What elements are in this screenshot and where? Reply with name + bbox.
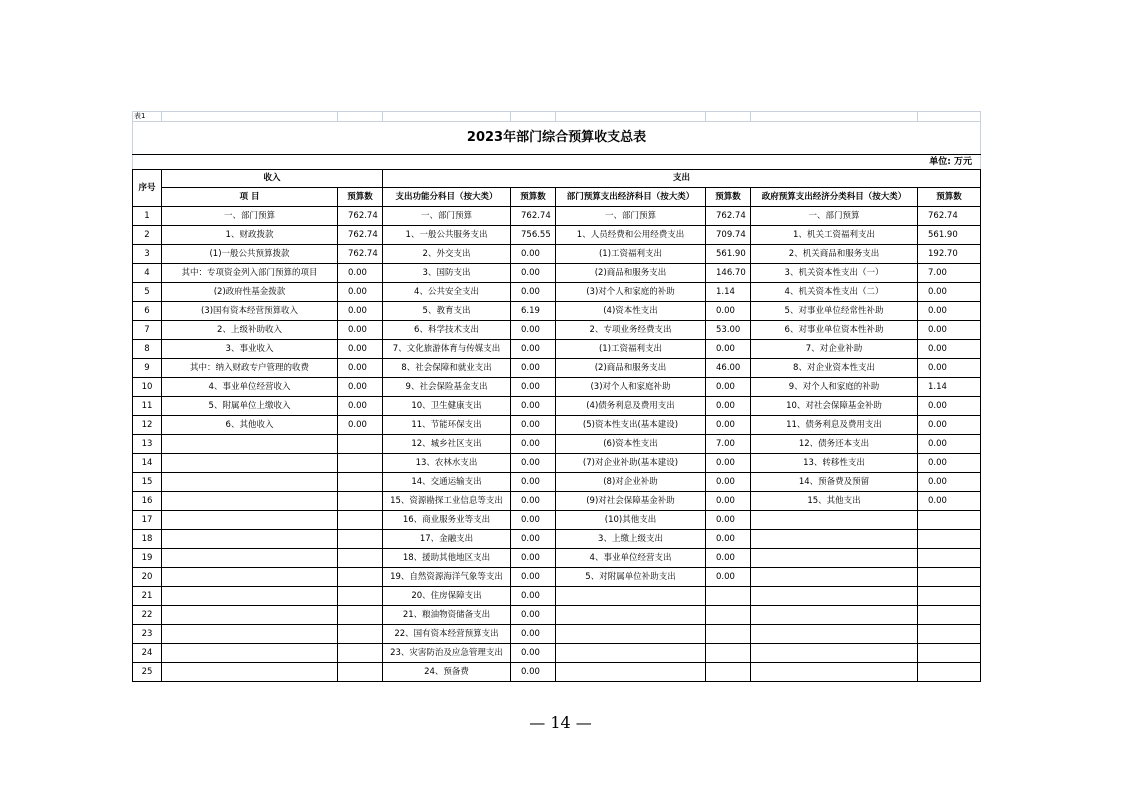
- cell-seq: 17: [133, 511, 162, 530]
- cell-gov-item: 9、对个人和家庭的补助: [751, 378, 918, 397]
- cell-income-item: (1)一般公共预算拨款: [162, 245, 338, 264]
- table-row: [133, 378, 981, 397]
- table-row: [133, 302, 981, 321]
- cell-dept-item: (9)对社会保障基金补助: [556, 492, 706, 511]
- table-label: 表1: [133, 112, 162, 122]
- cell-gov-item: 12、债务还本支出: [751, 435, 918, 454]
- budget-sheet: [132, 111, 980, 682]
- cell-income-budget: 0.00: [338, 283, 383, 302]
- cell-dept-budget: 0.00: [706, 568, 751, 587]
- cell-income-item: 4、事业单位经营收入: [162, 378, 338, 397]
- cell-func-budget: 0.00: [511, 435, 556, 454]
- cell-dept-item: (4)债务利息及费用支出: [556, 397, 706, 416]
- cell-seq: 6: [133, 302, 162, 321]
- cell-dept-budget: 0.00: [706, 492, 751, 511]
- cell-dept-budget: 1.14: [706, 283, 751, 302]
- page-number: — 14 —: [529, 713, 592, 732]
- cell-func-item: 18、援助其他地区支出: [383, 549, 511, 568]
- cell-seq: 21: [133, 587, 162, 606]
- cell-func-budget: 0.00: [511, 473, 556, 492]
- cell-income-item: [162, 454, 338, 473]
- cell-dept-budget: [706, 625, 751, 644]
- cell-dept-item: 1、人员经费和公用经费支出: [556, 226, 706, 245]
- cell-dept-item: (6)资本性支出: [556, 435, 706, 454]
- cell-dept-budget: 0.00: [706, 378, 751, 397]
- cell-gov-item: [751, 530, 918, 549]
- cell-func-item: 19、自然资源海洋气象等支出: [383, 568, 511, 587]
- cell-gov-budget: 0.00: [918, 454, 981, 473]
- cell-dept-item: [556, 644, 706, 663]
- cell-gov-budget: 561.90: [918, 226, 981, 245]
- cell-income-budget: [338, 663, 383, 682]
- cell-dept-budget: 0.00: [706, 530, 751, 549]
- cell-dept-item: [556, 663, 706, 682]
- header-gov-category: 政府预算支出经济分类科目（按大类）: [751, 188, 918, 207]
- cell-func-budget: 0.00: [511, 492, 556, 511]
- cell-gov-budget: [918, 644, 981, 663]
- cell-dept-item: [556, 625, 706, 644]
- cell-gov-item: [751, 511, 918, 530]
- cell-income-item: (2)政府性基金拨款: [162, 283, 338, 302]
- cell-gov-item: 11、债务利息及费用支出: [751, 416, 918, 435]
- cell-income-budget: 0.00: [338, 359, 383, 378]
- cell-income-item: 其中：纳入财政专户管理的收费: [162, 359, 338, 378]
- cell-dept-item: (10)其他支出: [556, 511, 706, 530]
- header-income: 收入: [162, 170, 383, 188]
- table-row: [133, 416, 981, 435]
- cell-income-budget: [338, 530, 383, 549]
- cell-gov-budget: 0.00: [918, 340, 981, 359]
- cell-dept-budget: 0.00: [706, 549, 751, 568]
- table-row: [133, 340, 981, 359]
- cell-func-budget: 762.74: [511, 207, 556, 226]
- cell-dept-budget: 0.00: [706, 416, 751, 435]
- cell-func-item: 5、教育支出: [383, 302, 511, 321]
- cell-func-budget: 0.00: [511, 454, 556, 473]
- cell-income-item: [162, 663, 338, 682]
- cell-gov-item: 7、对企业补助: [751, 340, 918, 359]
- cell-income-item: 3、事业收入: [162, 340, 338, 359]
- table-row: [133, 511, 981, 530]
- cell-dept-budget: [706, 663, 751, 682]
- table-row: [133, 283, 981, 302]
- cell-func-item: 3、国防支出: [383, 264, 511, 283]
- cell-dept-item: (7)对企业补助(基本建设): [556, 454, 706, 473]
- cell-dept-budget: [706, 606, 751, 625]
- cell-dept-budget: 762.74: [706, 207, 751, 226]
- cell-dept-item: 4、事业单位经营支出: [556, 549, 706, 568]
- cell-gov-budget: [918, 663, 981, 682]
- cell-gov-item: [751, 587, 918, 606]
- cell-gov-item: 10、对社会保障基金补助: [751, 397, 918, 416]
- cell-seq: 10: [133, 378, 162, 397]
- cell-gov-budget: 1.14: [918, 378, 981, 397]
- cell-income-item: 6、其他收入: [162, 416, 338, 435]
- cell-gov-item: [751, 606, 918, 625]
- cell-func-item: 17、金融支出: [383, 530, 511, 549]
- table-row: [133, 549, 981, 568]
- table-row: [133, 454, 981, 473]
- cell-income-budget: 0.00: [338, 397, 383, 416]
- cell-func-budget: 0.00: [511, 340, 556, 359]
- table-row: [133, 625, 981, 644]
- cell-func-item: 12、城乡社区支出: [383, 435, 511, 454]
- table-row: [133, 207, 981, 226]
- cell-seq: 12: [133, 416, 162, 435]
- cell-income-item: [162, 644, 338, 663]
- cell-func-item: 16、商业服务业等支出: [383, 511, 511, 530]
- cell-func-budget: 0.00: [511, 644, 556, 663]
- cell-gov-budget: 0.00: [918, 473, 981, 492]
- cell-func-budget: 0.00: [511, 245, 556, 264]
- cell-income-item: [162, 587, 338, 606]
- cell-income-budget: 0.00: [338, 378, 383, 397]
- cell-seq: 24: [133, 644, 162, 663]
- cell-income-budget: [338, 568, 383, 587]
- cell-income-item: [162, 492, 338, 511]
- table-row: [133, 473, 981, 492]
- cell-gov-budget: 0.00: [918, 435, 981, 454]
- cell-dept-budget: 0.00: [706, 340, 751, 359]
- cell-dept-item: [556, 606, 706, 625]
- cell-income-item: 其中：专项资金列入部门预算的项目: [162, 264, 338, 283]
- cell-func-budget: 0.00: [511, 378, 556, 397]
- header-budget-func: 预算数: [511, 188, 556, 207]
- cell-income-item: [162, 568, 338, 587]
- cell-gov-budget: [918, 587, 981, 606]
- cell-gov-budget: [918, 568, 981, 587]
- cell-seq: 14: [133, 454, 162, 473]
- cell-seq: 7: [133, 321, 162, 340]
- cell-func-item: 21、粮油物资储备支出: [383, 606, 511, 625]
- cell-gov-budget: 762.74: [918, 207, 981, 226]
- table-row: [133, 530, 981, 549]
- cell-income-item: [162, 606, 338, 625]
- header-func-category: 支出功能分科目（按大类）: [383, 188, 511, 207]
- cell-gov-item: 2、机关商品和服务支出: [751, 245, 918, 264]
- cell-dept-budget: 0.00: [706, 511, 751, 530]
- cell-func-budget: 0.00: [511, 511, 556, 530]
- cell-dept-item: 2、专项业务经费支出: [556, 321, 706, 340]
- cell-dept-budget: 561.90: [706, 245, 751, 264]
- cell-func-item: 9、社会保险基金支出: [383, 378, 511, 397]
- cell-func-item: 2、外交支出: [383, 245, 511, 264]
- cell-func-item: 7、文化旅游体育与传媒支出: [383, 340, 511, 359]
- header-budget-gov: 预算数: [918, 188, 981, 207]
- cell-income-budget: 762.74: [338, 226, 383, 245]
- table-row: [133, 397, 981, 416]
- cell-func-item: 13、农林水支出: [383, 454, 511, 473]
- cell-gov-item: [751, 644, 918, 663]
- cell-dept-item: (3)对个人和家庭的补助: [556, 283, 706, 302]
- cell-gov-budget: 0.00: [918, 321, 981, 340]
- cell-gov-budget: 0.00: [918, 492, 981, 511]
- table-row: [133, 245, 981, 264]
- cell-income-item: [162, 549, 338, 568]
- cell-income-budget: [338, 625, 383, 644]
- table-row: [133, 435, 981, 454]
- cell-func-item: 一、部门预算: [383, 207, 511, 226]
- table-row: [133, 663, 981, 682]
- cell-gov-item: 13、转移性支出: [751, 454, 918, 473]
- cell-income-item: 1、财政拨款: [162, 226, 338, 245]
- cell-income-budget: [338, 587, 383, 606]
- cell-income-budget: 0.00: [338, 340, 383, 359]
- cell-dept-item: 3、上缴上级支出: [556, 530, 706, 549]
- cell-seq: 23: [133, 625, 162, 644]
- cell-func-budget: 0.00: [511, 359, 556, 378]
- cell-func-budget: 0.00: [511, 416, 556, 435]
- cell-dept-item: (1)工资福利支出: [556, 340, 706, 359]
- cell-income-budget: 0.00: [338, 416, 383, 435]
- cell-seq: 1: [133, 207, 162, 226]
- cell-income-budget: [338, 549, 383, 568]
- unit-label: 单位: 万元: [133, 155, 981, 170]
- cell-dept-item: (4)资本性支出: [556, 302, 706, 321]
- cell-seq: 4: [133, 264, 162, 283]
- cell-dept-item: [556, 587, 706, 606]
- cell-income-item: [162, 625, 338, 644]
- header-budget-income: 预算数: [338, 188, 383, 207]
- cell-seq: 11: [133, 397, 162, 416]
- cell-seq: 19: [133, 549, 162, 568]
- cell-income-item: 2、上级补助收入: [162, 321, 338, 340]
- cell-seq: 15: [133, 473, 162, 492]
- cell-gov-item: 一、部门预算: [751, 207, 918, 226]
- cell-func-budget: 6.19: [511, 302, 556, 321]
- cell-gov-item: 1、机关工资福利支出: [751, 226, 918, 245]
- cell-income-item: 一、部门预算: [162, 207, 338, 226]
- cell-seq: 5: [133, 283, 162, 302]
- cell-gov-item: [751, 549, 918, 568]
- cell-dept-budget: 146.70: [706, 264, 751, 283]
- cell-func-budget: 0.00: [511, 587, 556, 606]
- cell-dept-budget: 46.00: [706, 359, 751, 378]
- cell-seq: 20: [133, 568, 162, 587]
- cell-gov-budget: 0.00: [918, 416, 981, 435]
- cell-gov-budget: [918, 625, 981, 644]
- cell-func-budget: 0.00: [511, 549, 556, 568]
- cell-dept-budget: 53.00: [706, 321, 751, 340]
- cell-func-budget: 0.00: [511, 397, 556, 416]
- cell-func-budget: 0.00: [511, 625, 556, 644]
- cell-func-budget: 0.00: [511, 283, 556, 302]
- header-expense: 支出: [383, 170, 981, 188]
- cell-func-item: 14、交通运输支出: [383, 473, 511, 492]
- cell-func-budget: 0.00: [511, 663, 556, 682]
- cell-func-item: 15、资源勘探工业信息等支出: [383, 492, 511, 511]
- cell-seq: 22: [133, 606, 162, 625]
- cell-income-budget: [338, 644, 383, 663]
- cell-income-budget: 0.00: [338, 264, 383, 283]
- cell-seq: 2: [133, 226, 162, 245]
- header-item: 项 目: [162, 188, 338, 207]
- cell-income-item: [162, 530, 338, 549]
- cell-seq: 8: [133, 340, 162, 359]
- header-budget-dept: 预算数: [706, 188, 751, 207]
- cell-func-budget: 0.00: [511, 321, 556, 340]
- header-dept-category: 部门预算支出经济科目（按大类）: [556, 188, 706, 207]
- cell-dept-item: (3)对个人和家庭补助: [556, 378, 706, 397]
- cell-func-item: 24、预备费: [383, 663, 511, 682]
- cell-dept-budget: [706, 644, 751, 663]
- cell-dept-item: (8)对企业补助: [556, 473, 706, 492]
- cell-seq: 9: [133, 359, 162, 378]
- table-row: [133, 587, 981, 606]
- cell-seq: 25: [133, 663, 162, 682]
- cell-func-item: 1、一般公共服务支出: [383, 226, 511, 245]
- cell-gov-item: 4、机关资本性支出（二）: [751, 283, 918, 302]
- cell-seq: 16: [133, 492, 162, 511]
- cell-func-item: 10、卫生健康支出: [383, 397, 511, 416]
- table-row: [133, 359, 981, 378]
- cell-income-item: [162, 435, 338, 454]
- cell-gov-budget: 0.00: [918, 359, 981, 378]
- cell-dept-budget: 0.00: [706, 473, 751, 492]
- cell-gov-item: 15、其他支出: [751, 492, 918, 511]
- cell-dept-item: 5、对附属单位补助支出: [556, 568, 706, 587]
- cell-func-item: 20、住房保障支出: [383, 587, 511, 606]
- cell-gov-budget: 0.00: [918, 283, 981, 302]
- cell-income-budget: [338, 492, 383, 511]
- cell-dept-item: (2)商品和服务支出: [556, 359, 706, 378]
- cell-gov-budget: 0.00: [918, 397, 981, 416]
- cell-func-budget: 756.55: [511, 226, 556, 245]
- cell-income-item: [162, 473, 338, 492]
- cell-seq: 18: [133, 530, 162, 549]
- cell-seq: 13: [133, 435, 162, 454]
- cell-dept-budget: 7.00: [706, 435, 751, 454]
- cell-seq: 3: [133, 245, 162, 264]
- cell-func-item: 23、灾害防治及应急管理支出: [383, 644, 511, 663]
- cell-income-item: [162, 511, 338, 530]
- cell-dept-item: (5)资本性支出(基本建设): [556, 416, 706, 435]
- table-row: [133, 321, 981, 340]
- cell-gov-budget: [918, 530, 981, 549]
- header-seq: 序号: [133, 170, 162, 207]
- table-row: [133, 264, 981, 283]
- cell-func-item: 4、公共安全支出: [383, 283, 511, 302]
- table-row: [133, 606, 981, 625]
- cell-gov-budget: 0.00: [918, 302, 981, 321]
- cell-dept-budget: 709.74: [706, 226, 751, 245]
- cell-income-budget: 0.00: [338, 302, 383, 321]
- cell-income-item: (3)国有资本经营预算收入: [162, 302, 338, 321]
- budget-table: [132, 111, 981, 682]
- cell-gov-budget: [918, 511, 981, 530]
- cell-func-budget: 0.00: [511, 264, 556, 283]
- cell-income-budget: [338, 606, 383, 625]
- cell-income-budget: 0.00: [338, 321, 383, 340]
- table-title: 2023年部门综合预算收支总表: [133, 122, 981, 155]
- cell-func-budget: 0.00: [511, 530, 556, 549]
- cell-func-item: 11、节能环保支出: [383, 416, 511, 435]
- cell-income-budget: [338, 473, 383, 492]
- cell-dept-budget: [706, 587, 751, 606]
- cell-income-budget: 762.74: [338, 245, 383, 264]
- cell-func-item: 8、社会保障和就业支出: [383, 359, 511, 378]
- cell-gov-budget: 192.70: [918, 245, 981, 264]
- cell-gov-budget: [918, 549, 981, 568]
- table-row: [133, 492, 981, 511]
- cell-func-item: 22、国有资本经营预算支出: [383, 625, 511, 644]
- cell-func-budget: 0.00: [511, 568, 556, 587]
- cell-gov-budget: 7.00: [918, 264, 981, 283]
- table-row: [133, 568, 981, 587]
- cell-gov-budget: [918, 606, 981, 625]
- cell-gov-item: 14、预备费及预留: [751, 473, 918, 492]
- cell-dept-item: 一、部门预算: [556, 207, 706, 226]
- cell-func-item: 6、科学技术支出: [383, 321, 511, 340]
- cell-dept-budget: 0.00: [706, 454, 751, 473]
- cell-income-budget: 762.74: [338, 207, 383, 226]
- cell-income-budget: [338, 454, 383, 473]
- cell-gov-item: 8、对企业资本性支出: [751, 359, 918, 378]
- cell-gov-item: 5、对事业单位经常性补助: [751, 302, 918, 321]
- cell-dept-budget: 0.00: [706, 397, 751, 416]
- cell-gov-item: [751, 568, 918, 587]
- cell-dept-budget: 0.00: [706, 302, 751, 321]
- cell-dept-item: (2)商品和服务支出: [556, 264, 706, 283]
- table-row: [133, 226, 981, 245]
- table-row: [133, 644, 981, 663]
- cell-gov-item: [751, 663, 918, 682]
- cell-func-budget: 0.00: [511, 606, 556, 625]
- cell-gov-item: 6、对事业单位资本性补助: [751, 321, 918, 340]
- cell-dept-item: (1)工资福利支出: [556, 245, 706, 264]
- cell-gov-item: [751, 625, 918, 644]
- cell-income-budget: [338, 435, 383, 454]
- cell-gov-item: 3、机关资本性支出（一）: [751, 264, 918, 283]
- cell-income-item: 5、附属单位上缴收入: [162, 397, 338, 416]
- cell-income-budget: [338, 511, 383, 530]
